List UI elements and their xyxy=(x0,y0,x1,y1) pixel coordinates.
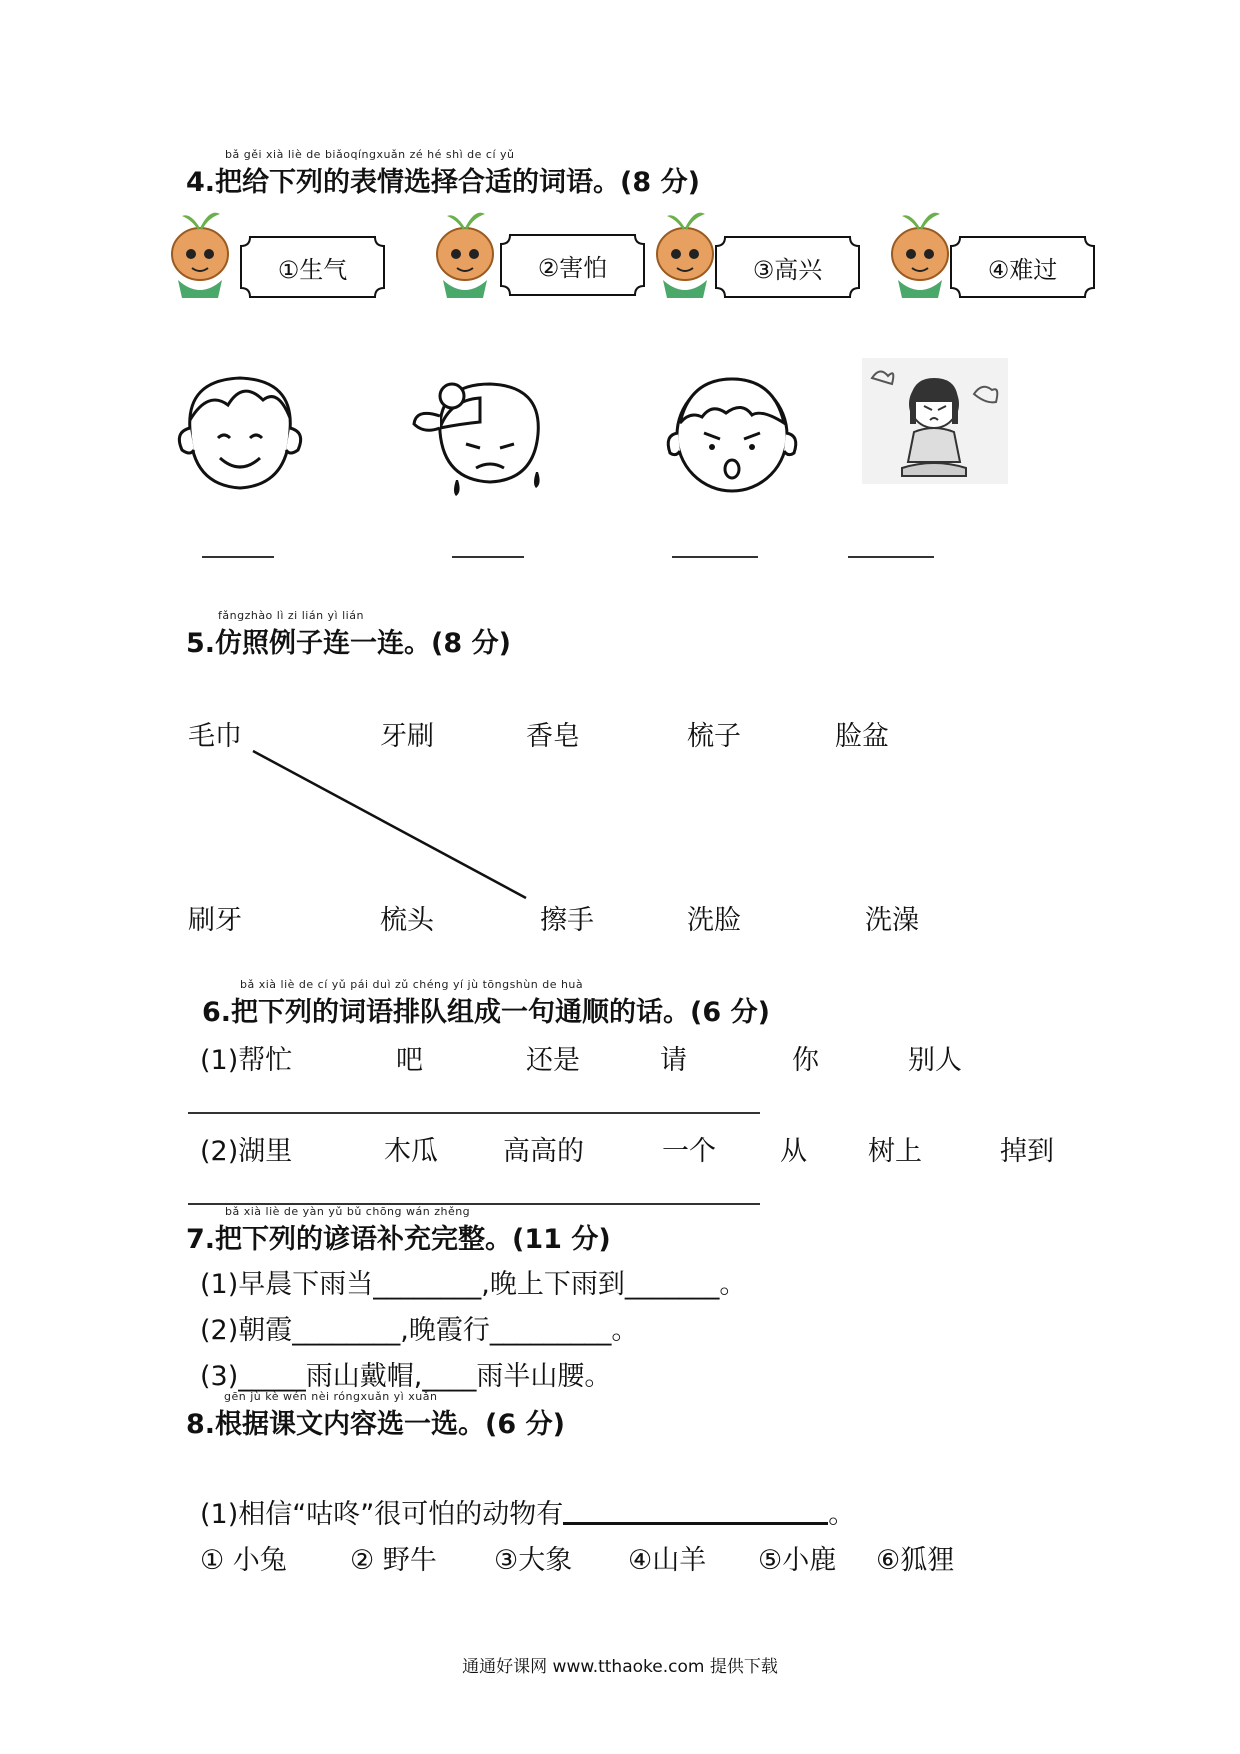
proverb-line: (1)早晨下雨当________,晚上下雨到_______。 xyxy=(200,1269,747,1300)
q8-option: ② 野牛 xyxy=(350,1545,437,1576)
q4-pinyin: bǎ gěi xià liè de biǎoqíngxuǎn zé hé shì de cí yǔ xyxy=(225,148,515,161)
q8-title: 8.根据课文内容选一选。(6 分) xyxy=(186,1409,565,1440)
q8-option: ③大象 xyxy=(494,1545,573,1576)
match-bottom-word: 洗脸 xyxy=(687,905,741,936)
q6-row2-word: 掉到 xyxy=(1000,1136,1054,1167)
q6-title: 6.把下列的词语排队组成一句通顺的话。(6 分) xyxy=(202,997,770,1028)
match-top-word: 牙刷 xyxy=(380,721,434,752)
q6-row2-word: 高高的 xyxy=(503,1136,584,1167)
q6-row1-word: 吧 xyxy=(396,1045,423,1076)
q6-row2-word: (2)湖里 xyxy=(200,1136,293,1167)
q6-row2-word: 从 xyxy=(780,1136,807,1167)
q5-title: 5.仿照例子连一连。(8 分) xyxy=(186,628,511,659)
match-top-word: 香皂 xyxy=(526,721,580,752)
q8-option: ⑥狐狸 xyxy=(876,1545,955,1576)
match-bottom-word: 刷牙 xyxy=(188,905,242,936)
q8-question-1 xyxy=(200,1492,855,1531)
q7-title: 7.把下列的谚语补充完整。(11 分) xyxy=(186,1224,611,1255)
q6-row2-word: 一个 xyxy=(662,1136,716,1167)
q5-pinyin: fǎngzhào lì zi lián yì lián xyxy=(218,609,364,622)
footer-credit: 通通好课网 www.tthaoke.com 提供下载 xyxy=(462,1657,778,1677)
match-top-word: 脸盆 xyxy=(835,721,889,752)
q8-answer-blank[interactable] xyxy=(563,1494,828,1525)
q4-title: 4.把给下列的表情选择合适的词语。(8 分) xyxy=(186,167,700,198)
q6-row1-word: (1)帮忙 xyxy=(200,1045,293,1076)
q8-option: ④山羊 xyxy=(628,1545,707,1576)
q7-pinyin: bǎ xià liè de yàn yǔ bǔ chōng wán zhěng xyxy=(225,1205,471,1218)
match-bottom-word: 梳头 xyxy=(380,905,434,936)
match-top-word: 毛巾 xyxy=(188,721,242,752)
q6-row1-word: 请 xyxy=(660,1045,687,1076)
match-bottom-word: 洗澡 xyxy=(865,905,919,936)
q6-row1-word: 别人 xyxy=(908,1045,962,1076)
tag-sad-label: ④难过 xyxy=(987,256,1058,284)
match-top-word: 梳子 xyxy=(687,721,741,752)
q6-answer-line[interactable] xyxy=(188,1112,760,1114)
tag-happy-label: ③高兴 xyxy=(752,256,823,284)
q8-pinyin: gēn jù kè wén nèi róngxuǎn yì xuǎn xyxy=(224,1390,438,1403)
q8-option: ① 小兔 xyxy=(200,1545,287,1576)
proverb-line: (3)_____雨山戴帽,____雨半山腰。 xyxy=(200,1361,612,1392)
match-bottom-word: 擦手 xyxy=(540,905,594,936)
proverb-line: (2)朝霞________,晚霞行_________。 xyxy=(200,1315,639,1346)
q6-pinyin: bǎ xià liè de cí yǔ pái duì zǔ chéng yí jù tōngshùn de huà xyxy=(240,978,584,991)
q6-row1-word: 还是 xyxy=(526,1045,580,1076)
tag-scared-label: ②害怕 xyxy=(537,254,608,282)
q8-option: ⑤小鹿 xyxy=(758,1545,837,1576)
q6-row2-word: 树上 xyxy=(868,1136,922,1167)
q8-question-text: (1)相信“咕咚”很可怕的动物有 xyxy=(200,1499,564,1530)
q8-period: 。 xyxy=(828,1499,856,1530)
q6-row2-word: 木瓜 xyxy=(384,1136,438,1167)
q6-row1-word: 你 xyxy=(792,1045,819,1076)
tag-angry-label: ①生气 xyxy=(277,256,348,284)
